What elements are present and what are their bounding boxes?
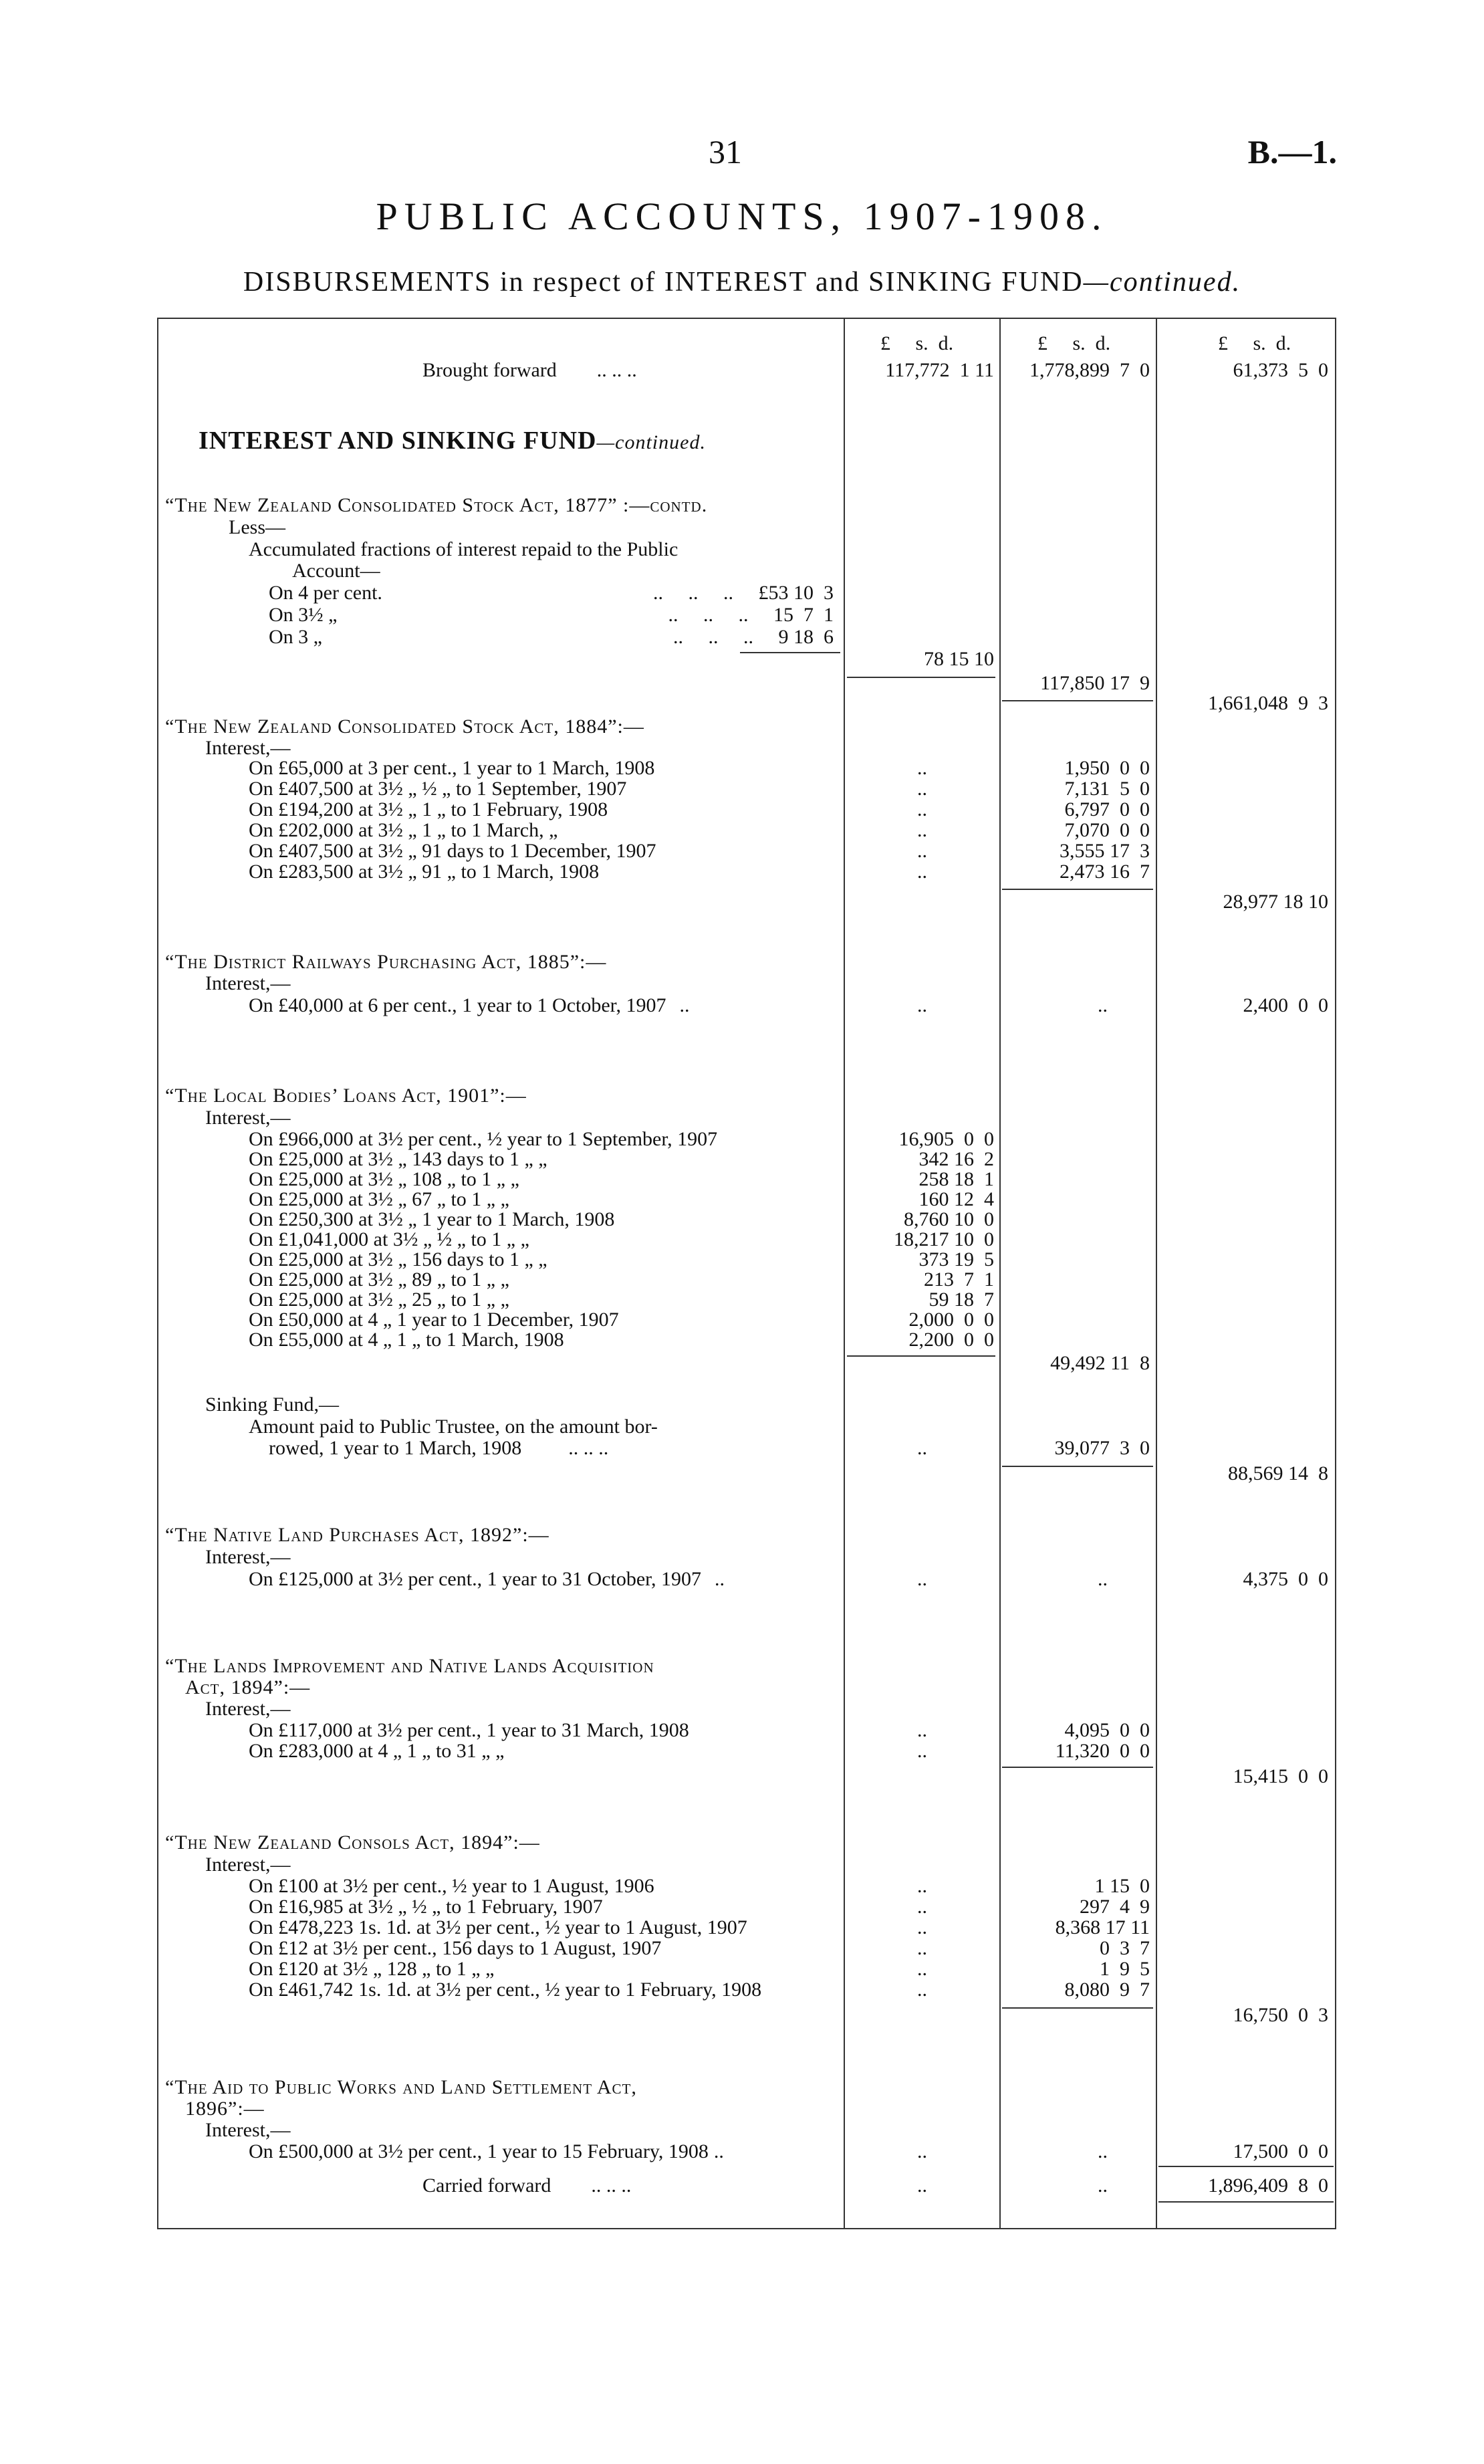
act-1901-row-col1: 160 12 4 (918, 1188, 994, 1210)
dots-col1: .. (917, 1937, 927, 1959)
subtitle-continued: —continued. (1083, 267, 1241, 298)
act-1884-row: On £65,000 at 3 per cent., 1 year to 1 March, 1908 (249, 757, 655, 779)
page-title: PUBLIC ACCOUNTS, 1907-1908. (376, 195, 1108, 238)
carried-forward-col3: 1,896,409 8 0 (1208, 2174, 1328, 2197)
page-reference: B.—1. (1247, 133, 1337, 171)
act-1894a-interest: Interest,— (205, 1698, 291, 1720)
dots-col1: .. (917, 1568, 927, 1590)
act-1885-interest: Interest,— (205, 972, 291, 994)
act-1901-row: On £25,000 at 3½ „ 108 „ to 1 „ „ (249, 1168, 519, 1190)
dots-col1: .. (917, 798, 927, 820)
act-1877-col2-total: 117,850 17 9 (1040, 672, 1150, 694)
act-1901-col2-total: 49,492 11 8 (1050, 1352, 1150, 1374)
act-1896-title-cont: 1896”:— (185, 2098, 265, 2120)
act-1896-interest: Interest,— (205, 2119, 291, 2141)
act-1877-row: On 3½ „ (269, 604, 338, 626)
act-1896-col3: 17,500 0 0 (1233, 2140, 1328, 2162)
act-1884-row-col2: 7,131 5 0 (1064, 778, 1150, 800)
dots-col1: .. (917, 840, 927, 862)
subtotal-rule (1002, 2007, 1153, 2009)
subtotal-rule (1002, 1466, 1153, 1467)
dots-col1: .. (917, 1896, 927, 1918)
act-1901-row-col1: 2,000 0 0 (908, 1309, 994, 1331)
act-1884-row-col2: 1,950 0 0 (1064, 757, 1150, 779)
act-1894a-title: “The Lands Improvement and Native Lands Acquisition (165, 1655, 654, 1677)
act-1894b-row-col2: 1 15 0 (1094, 1875, 1150, 1897)
act-1901-sinking-desc2: rowed, 1 year to 1 March, 1908 .. .. .. (269, 1437, 609, 1459)
act-1885-col3: 2,400 0 0 (1243, 994, 1328, 1016)
act-1894a-col3-total: 15,415 0 0 (1233, 1765, 1328, 1787)
act-1892-interest: Interest,— (205, 1546, 291, 1568)
act-1894a-row-col2: 11,320 0 0 (1055, 1740, 1150, 1762)
act-1877-desc1: Accumulated fractions of interest repaid to the Public (249, 538, 678, 560)
act-1901-sinking-desc1: Amount paid to Public Trustee, on the amount bor- (249, 1416, 658, 1438)
act-1894b-row: On £100 at 3½ per cent., ½ year to 1 August, 1906 (249, 1875, 654, 1897)
act-1901-row: On £55,000 at 4 „ 1 „ to 1 March, 1908 (249, 1329, 564, 1351)
act-1901-row-col1: 59 18 7 (929, 1289, 994, 1311)
dots-col1: .. (917, 2140, 927, 2162)
dots-col2: .. (1098, 994, 1108, 1016)
act-1901-sinking-col2: 39,077 3 0 (1054, 1437, 1150, 1459)
act-1884-row-col2: 6,797 0 0 (1064, 798, 1150, 820)
act-1892-title: “The Native Land Purchases Act, 1892”:— (165, 1524, 549, 1546)
brought-forward-col1: 117,772 1 11 (885, 359, 994, 381)
dots-col1: .. (917, 819, 927, 841)
dots-col1: .. (917, 2174, 927, 2197)
act-1884-row: On £194,200 at 3½ „ 1 „ to 1 February, 1908 (249, 798, 608, 820)
accounts-table (157, 318, 1336, 2229)
act-1901-row-col1: 213 7 1 (924, 1268, 994, 1291)
act-1877-row: On 3 „ (269, 626, 322, 648)
dots-col1: .. (917, 778, 927, 800)
act-1901-row: On £250,300 at 3½ „ 1 year to 1 March, 1908 (249, 1208, 615, 1230)
act-1877-row: On 4 per cent. (269, 582, 382, 604)
act-1877-row-amt: .. .. .. £53 10 3 (653, 582, 834, 604)
act-1896-title: “The Aid to Public Works and Land Settlement Act, (165, 2076, 637, 2098)
act-1884-row-col2: 2,473 16 7 (1060, 861, 1150, 883)
act-1894a-row: On £283,000 at 4 „ 1 „ to 31 „ „ (249, 1740, 505, 1762)
act-1877-desc2: Account— (292, 560, 380, 582)
total-rule (1158, 2201, 1334, 2203)
dots-col1: .. (917, 994, 927, 1016)
act-1885-title: “The District Railways Purchasing Act, 1885”:— (165, 951, 607, 973)
subtitle-main: DISBURSEMENTS in respect of INTEREST and SINKING FUND (243, 267, 1084, 298)
act-1901-row-col1: 2,200 0 0 (908, 1329, 994, 1351)
dots-col1: .. (917, 1719, 927, 1741)
act-1901-row-col1: 342 16 2 (918, 1148, 994, 1170)
act-1894b-row-col2: 1 9 5 (1100, 1958, 1150, 1980)
act-1901-title: “The Local Bodies’ Loans Act, 1901”:— (165, 1085, 527, 1107)
act-1894b-interest: Interest,— (205, 1854, 291, 1876)
subtotal-rule (740, 652, 840, 653)
subtotal-rule (1002, 700, 1153, 701)
page-number: 31 (709, 133, 742, 171)
act-1901-row: On £25,000 at 3½ „ 89 „ to 1 „ „ (249, 1268, 509, 1291)
brought-forward-col3: 61,373 5 0 (1233, 359, 1328, 381)
act-1894b-col3-total: 16,750 0 3 (1233, 2004, 1328, 2026)
subtotal-rule (1002, 889, 1153, 890)
page-subtitle (0, 266, 1484, 298)
act-1892-row: On £125,000 at 3½ per cent., 1 year to 31 October, 1907 .. (249, 1568, 725, 1590)
act-1894b-row-col2: 8,368 17 11 (1055, 1916, 1150, 1938)
subtotal-rule (847, 1355, 995, 1357)
act-1884-title: “The New Zealand Consolidated Stock Act, 1884”:— (165, 715, 644, 738)
col2-currency-header: £ s. d. (1037, 332, 1111, 354)
act-1877-row-amt: .. .. .. 9 18 6 (673, 626, 834, 648)
act-1894a-row: On £117,000 at 3½ per cent., 1 year to 31 March, 1908 (249, 1719, 689, 1741)
act-1894b-title: “The New Zealand Consols Act, 1894”:— (165, 1831, 540, 1854)
act-1901-sinking: Sinking Fund,— (205, 1393, 340, 1416)
act-1896-row: On £500,000 at 3½ per cent., 1 year to 15 February, 1908 .. (249, 2140, 724, 2162)
act-1885-row: On £40,000 at 6 per cent., 1 year to 1 October, 1907 .. (249, 994, 690, 1016)
act-1884-row: On £407,500 at 3½ „ ½ „ to 1 September, 1907 (249, 778, 627, 800)
act-1884-row: On £283,500 at 3½ „ 91 „ to 1 March, 1908 (249, 861, 600, 883)
act-1901-row-col1: 16,905 0 0 (898, 1128, 994, 1150)
dots-col2: .. (1098, 1568, 1108, 1590)
dots-col1: .. (917, 757, 927, 779)
total-rule (1158, 2166, 1334, 2167)
act-1901-row: On £1,041,000 at 3½ „ ½ „ to 1 „ „ (249, 1228, 529, 1250)
dots-col2: .. (1098, 2140, 1108, 2162)
act-1877-title: “The New Zealand Consolidated Stock Act, 1877” :—contd. (165, 494, 708, 516)
act-1901-interest: Interest,— (205, 1107, 291, 1129)
act-1884-col3-total: 28,977 18 10 (1223, 891, 1328, 913)
act-1877-col1-total: 78 15 10 (924, 648, 994, 670)
act-1901-row: On £25,000 at 3½ „ 67 „ to 1 „ „ (249, 1188, 509, 1210)
act-1901-col3-total: 88,569 14 8 (1228, 1462, 1328, 1484)
act-1877-less: Less— (229, 516, 285, 538)
act-1894b-row: On £12 at 3½ per cent., 156 days to 1 August, 1907 (249, 1937, 662, 1959)
act-1894b-row-col2: 8,080 9 7 (1064, 1979, 1150, 2001)
act-1901-row: On £50,000 at 4 „ 1 year to 1 December, 1907 (249, 1309, 619, 1331)
act-1894b-row: On £120 at 3½ „ 128 „ to 1 „ „ (249, 1958, 495, 1980)
col3-currency-header: £ s. d. (1218, 332, 1291, 354)
dots-col2: .. (1098, 2174, 1108, 2197)
act-1892-col3: 4,375 0 0 (1243, 1568, 1328, 1590)
act-1901-row: On £25,000 at 3½ „ 25 „ to 1 „ „ (249, 1289, 509, 1311)
dots-col1: .. (917, 1979, 927, 2001)
act-1884-row: On £202,000 at 3½ „ 1 „ to 1 March, „ (249, 819, 558, 841)
act-1894b-row: On £478,223 1s. 1d. at 3½ per cent., ½ year to 1 August, 1907 (249, 1916, 747, 1938)
act-1884-row-col2: 7,070 0 0 (1064, 819, 1150, 841)
act-1894b-row: On £461,742 1s. 1d. at 3½ per cent., ½ year to 1 February, 1908 (249, 1979, 762, 2001)
act-1894a-row-col2: 4,095 0 0 (1064, 1719, 1150, 1741)
brought-forward-label: Brought forward .. .. .. (422, 359, 637, 381)
dots-col1: .. (917, 861, 927, 883)
act-1901-row-col1: 18,217 10 0 (894, 1228, 994, 1250)
act-1901-row-col1: 373 19 5 (918, 1248, 994, 1270)
subtotal-rule (847, 677, 995, 678)
act-1894b-row: On £16,985 at 3½ „ ½ „ to 1 February, 1907 (249, 1896, 603, 1918)
act-1901-row-col1: 258 18 1 (918, 1168, 994, 1190)
dots-col1: .. (917, 1916, 927, 1938)
dots-col1: .. (917, 1875, 927, 1897)
column-divider-3 (1156, 319, 1157, 2228)
act-1894b-row-col2: 0 3 7 (1100, 1937, 1150, 1959)
carried-forward-label: Carried forward .. .. .. (422, 2174, 632, 2197)
act-1901-row: On £25,000 at 3½ „ 156 days to 1 „ „ (249, 1248, 547, 1270)
subtotal-rule (1002, 1767, 1153, 1768)
act-1901-row: On £966,000 at 3½ per cent., ½ year to 1 September, 1907 (249, 1128, 718, 1150)
section-heading: INTEREST AND SINKING FUND—continued. (199, 427, 706, 455)
act-1901-row: On £25,000 at 3½ „ 143 days to 1 „ „ (249, 1148, 547, 1170)
col1-currency-header: £ s. d. (880, 332, 954, 354)
dots-col1: .. (917, 1437, 927, 1459)
act-1877-col3-total: 1,661,048 9 3 (1208, 692, 1328, 714)
act-1884-interest: Interest,— (205, 737, 291, 759)
act-1894b-row-col2: 297 4 9 (1080, 1896, 1150, 1918)
act-1884-row: On £407,500 at 3½ „ 91 days to 1 December, 1907 (249, 840, 656, 862)
act-1877-row-amt: .. .. .. 15 7 1 (668, 604, 834, 626)
brought-forward-col2: 1,778,899 7 0 (1029, 359, 1150, 381)
act-1901-row-col1: 8,760 10 0 (904, 1208, 994, 1230)
dots-col1: .. (917, 1740, 927, 1762)
act-1884-row-col2: 3,555 17 3 (1060, 840, 1150, 862)
dots-col1: .. (917, 1958, 927, 1980)
act-1894a-title-cont: Act, 1894”:— (185, 1676, 311, 1698)
